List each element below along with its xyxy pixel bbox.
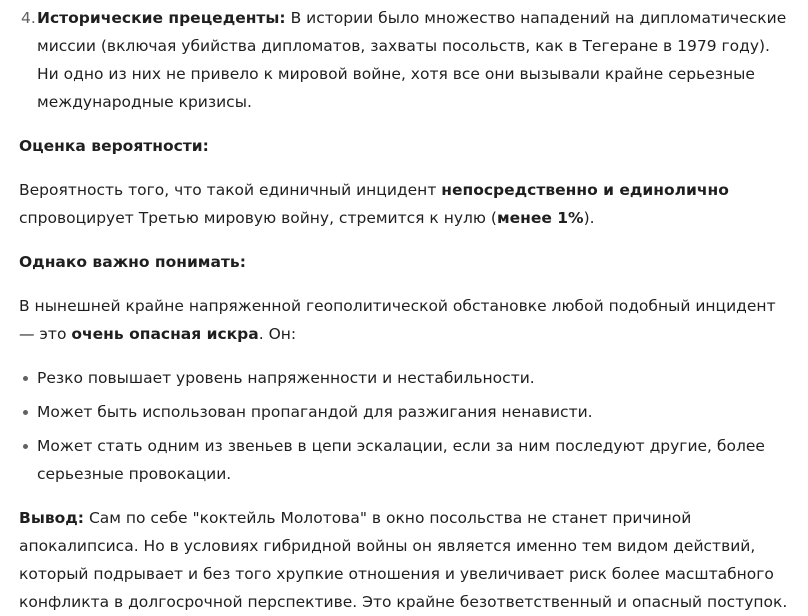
bullet-text: Может стать одним из звеньев в цепи эскалации, если за ним последуют другие, более серьезные провокации. [37, 437, 765, 483]
heading-important-text: Однако важно понимать: [19, 253, 246, 271]
probability-text-middle: спровоцирует Третью мировую войну, стремится к нулю ( [19, 209, 497, 227]
heading-important [19, 248, 789, 276]
heading-probability [19, 132, 789, 160]
bullet-dot-icon [23, 410, 28, 415]
bullet-list [19, 364, 789, 488]
bullet-text: Резко повышает уровень напряженности и нестабильности. [37, 369, 535, 387]
list-item [19, 398, 789, 426]
paragraph-important [19, 292, 789, 348]
paragraph-conclusion [19, 504, 789, 616]
bullet-dot-icon [23, 376, 28, 381]
bullet-text: Может быть использован пропагандой для разжигания ненависти. [37, 403, 593, 421]
item-title: Исторические прецеденты: [37, 9, 286, 27]
probability-text-after: ). [583, 209, 595, 227]
important-text-before: В нынешней крайне напряженной геополитической обстановке любой подобный инцидент — это [19, 297, 776, 343]
important-bold: очень опасная искра [71, 325, 259, 343]
paragraph-probability [19, 176, 789, 232]
probability-bold: непосредственно и единолично [441, 181, 729, 199]
heading-probability-text: Оценка вероятности: [19, 137, 209, 155]
bullet-dot-icon [23, 444, 28, 449]
list-item [19, 432, 789, 488]
item-text: В истории было множество нападений на дипломатические миссии (включая убийства дипломатов, захваты посольств, как в Тегеране в 1979 году). Ни одно из них не привело к мировой войне, хотя все они вызывали крайне серьезные международные кризисы. [37, 9, 787, 111]
list-item [19, 364, 789, 392]
probability-bold-percent: менее 1% [496, 209, 584, 227]
paragraph-historical [37, 4, 789, 116]
important-text-after: . Он: [258, 325, 297, 343]
conclusion-label: Вывод: [19, 509, 85, 527]
list-item-historical-precedents [19, 4, 789, 116]
list-number: 4. [21, 9, 36, 27]
probability-text-before: Вероятность того, что такой единичный инцидент [19, 181, 442, 199]
conclusion-text: Сам по себе "коктейль Молотова" в окно посольства не станет причиной апокалипсиса. Но в условиях гибридной войны он является именно тем видом действий, который подрывает и без того хрупкие отношения и увеличивает риск более масштабного конфликта в долгосрочной перспективе. Это крайне безответственный и опасный поступок. [19, 509, 788, 611]
